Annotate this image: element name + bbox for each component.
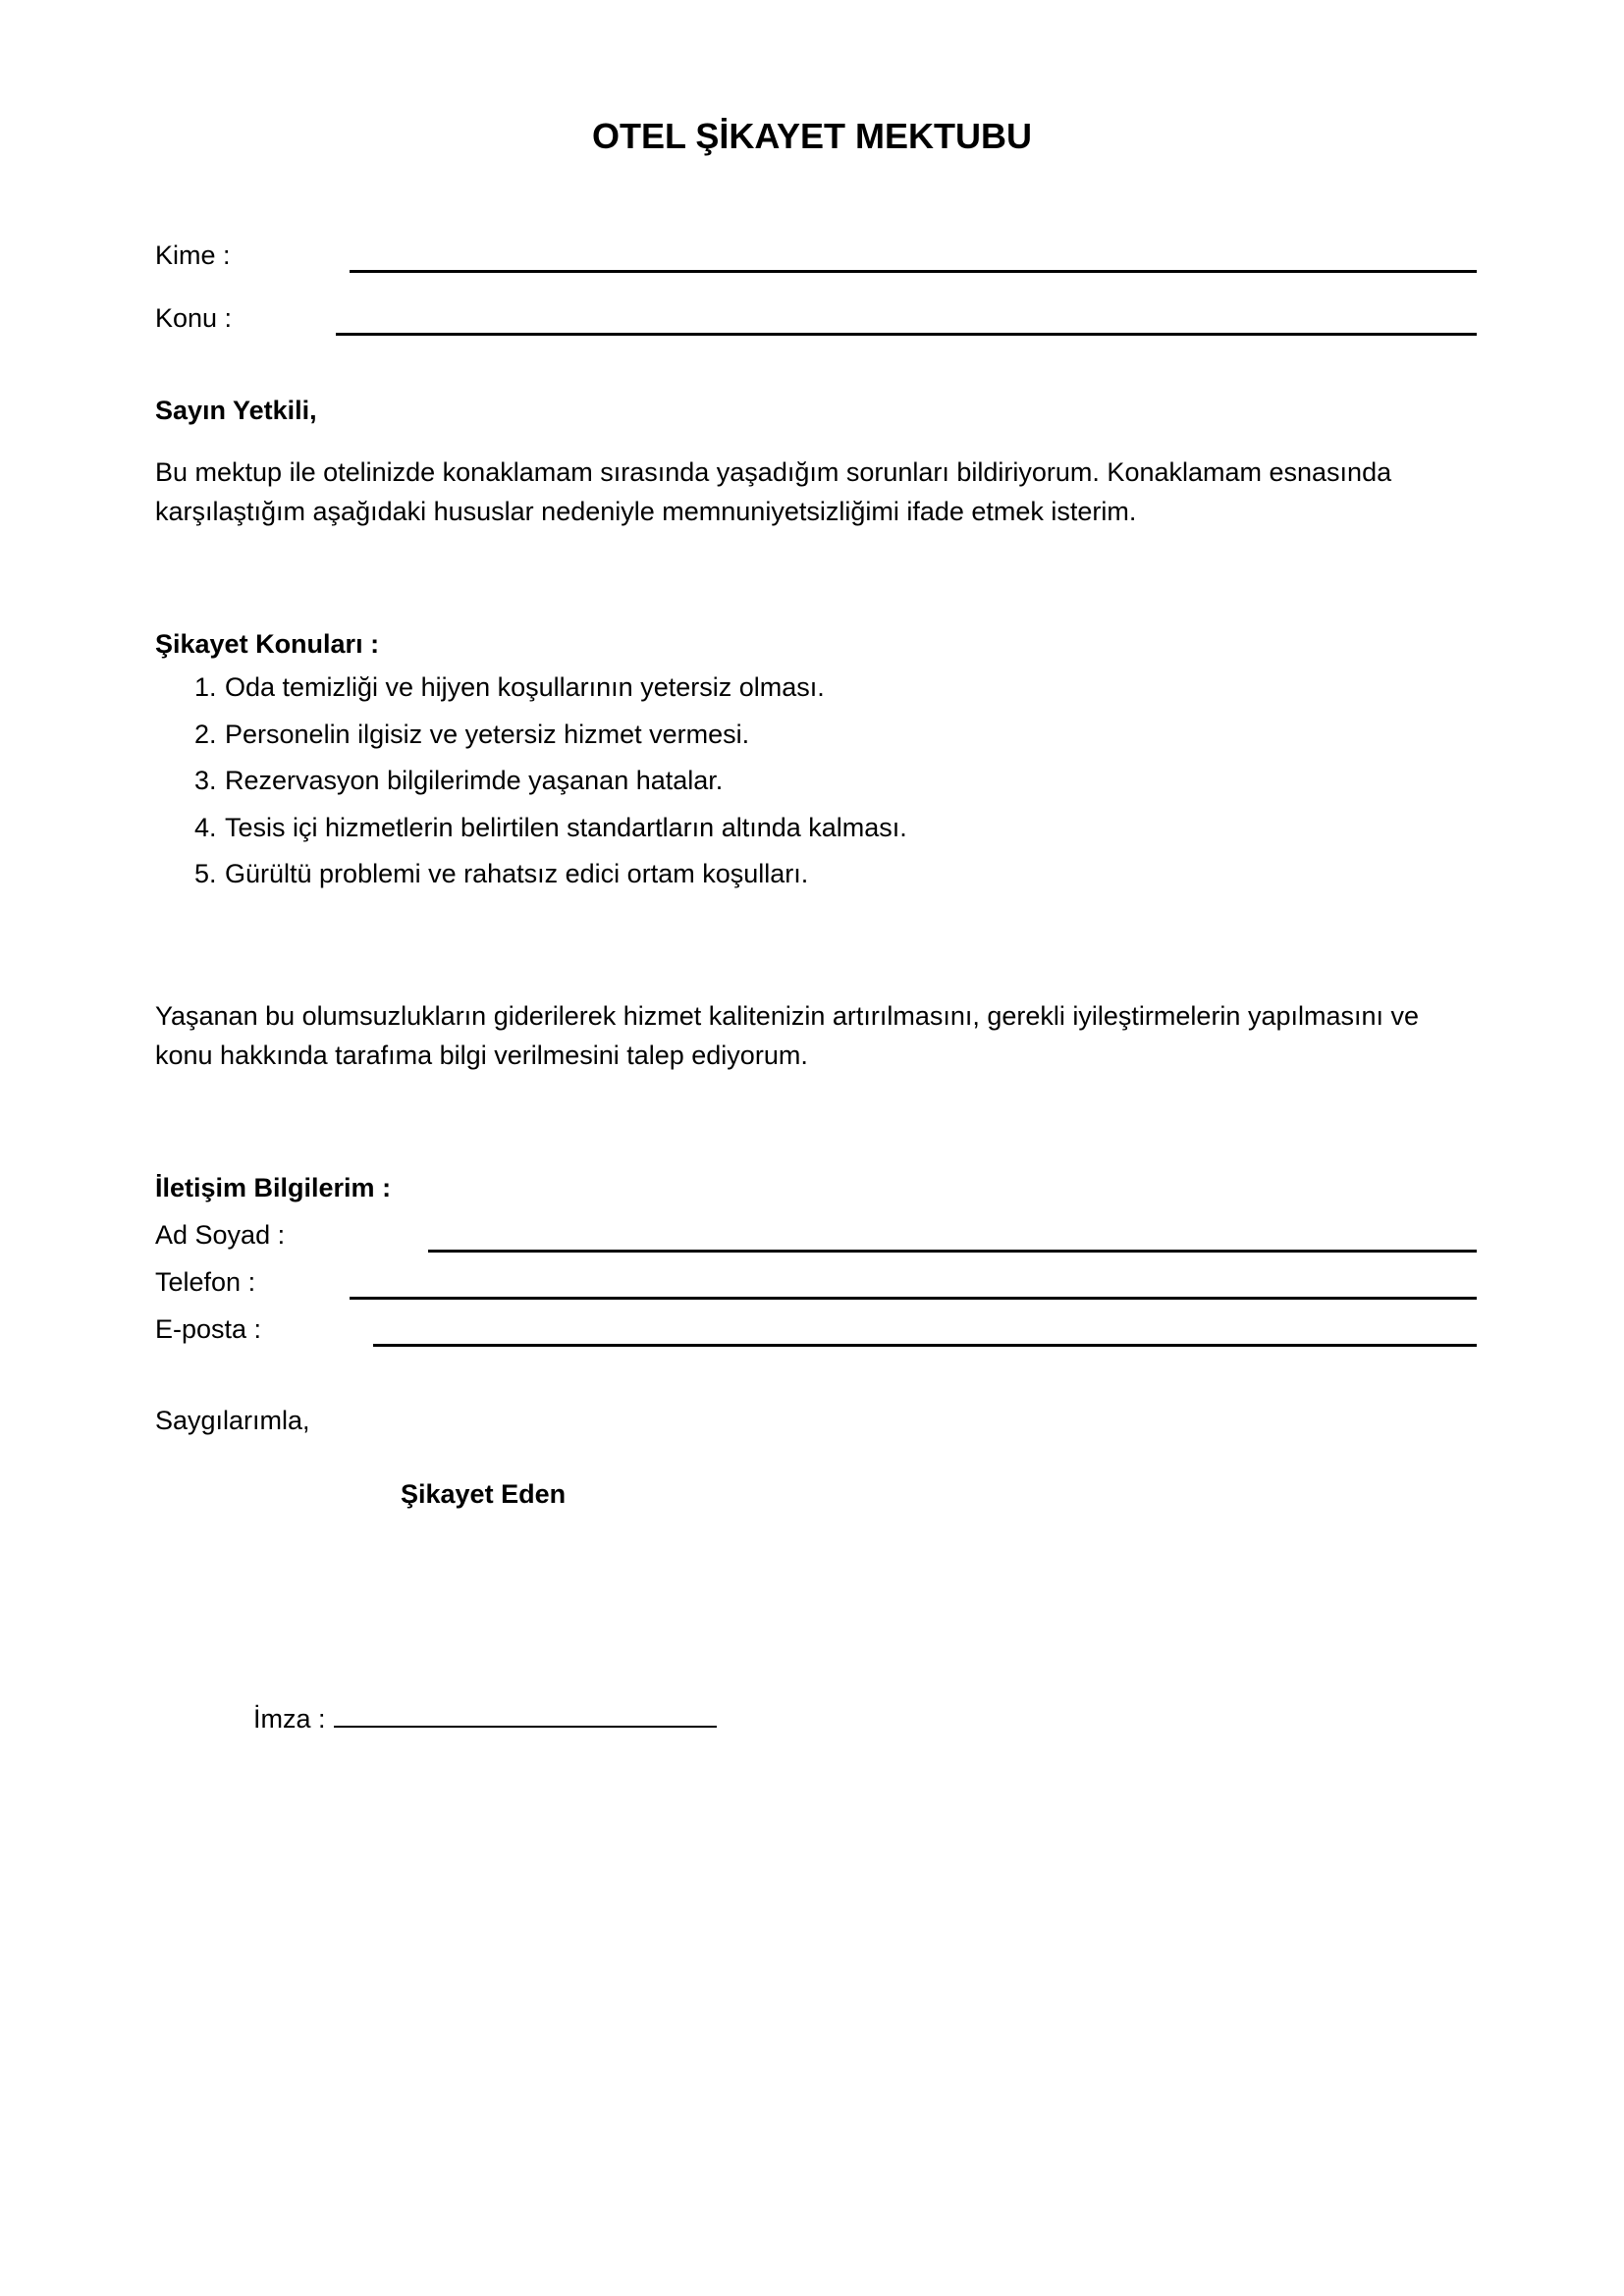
list-item: 2. Personelin ilgisiz ve yetersiz hizmet vermesi. xyxy=(194,719,750,749)
signature-row xyxy=(253,1698,717,1738)
signature-line[interactable] xyxy=(334,1698,717,1728)
email-input-line[interactable] xyxy=(373,1344,1477,1347)
list-item: 5. Gürültü problemi ve rahatsız edici ortam koşulları. xyxy=(194,859,809,888)
subject-row xyxy=(155,296,1477,336)
email-row xyxy=(155,1308,1477,1347)
intro-line: Bu mektup ile otelinizde konaklamam sırasında yaşadığım sorunları bildiriyorum. Konaklamam esnasında xyxy=(155,457,1392,487)
list-item: 3. Rezervasyon bilgilerimde yaşanan hatalar. xyxy=(194,766,724,795)
intro-line: karşılaştığım aşağıdaki hususlar nedeniyle memnuniyetsizliğimi ifade etmek isterim. xyxy=(155,497,1137,526)
request-line: konu hakkında tarafıma bilgi verilmesini talep ediyorum. xyxy=(155,1041,808,1070)
request-line: Yaşanan bu olumsuzlukların giderilerek hizmet kalitenizin artırılmasını, gerekli iyileştirmelerin yapılmasını ve xyxy=(155,1001,1420,1031)
subject-input-line[interactable] xyxy=(336,333,1477,336)
recipient-label: Kime : xyxy=(155,240,231,270)
list-item: 1. Oda temizliği ve hijyen koşullarının yetersiz olması. xyxy=(194,672,825,702)
complaints-heading: Şikayet Konuları : xyxy=(155,629,380,659)
request-paragraph xyxy=(155,996,1477,1075)
complainant-label: Şikayet Eden xyxy=(401,1479,567,1509)
phone-label: Telefon : xyxy=(155,1267,256,1297)
email-label: E-posta : xyxy=(155,1314,262,1344)
salutation: Sayın Yetkili, xyxy=(155,396,317,425)
intro-paragraph xyxy=(155,453,1477,531)
complaints-list xyxy=(194,667,907,901)
phone-input-line[interactable] xyxy=(350,1297,1477,1300)
recipient-row xyxy=(155,234,1477,273)
subject-label: Konu : xyxy=(155,303,233,333)
page-title: OTEL ŞİKAYET MEKTUBU xyxy=(591,116,1033,156)
name-input-line[interactable] xyxy=(428,1250,1477,1253)
recipient-input-line[interactable] xyxy=(350,270,1477,273)
contact-heading: İletişim Bilgilerim : xyxy=(155,1173,392,1202)
signature-label: İmza : xyxy=(253,1704,326,1734)
closing: Saygılarımla, xyxy=(155,1406,310,1435)
list-item: 4. Tesis içi hizmetlerin belirtilen standartların altında kalması. xyxy=(194,812,907,842)
name-label: Ad Soyad : xyxy=(155,1220,286,1250)
phone-row xyxy=(155,1260,1477,1300)
name-row xyxy=(155,1213,1477,1253)
